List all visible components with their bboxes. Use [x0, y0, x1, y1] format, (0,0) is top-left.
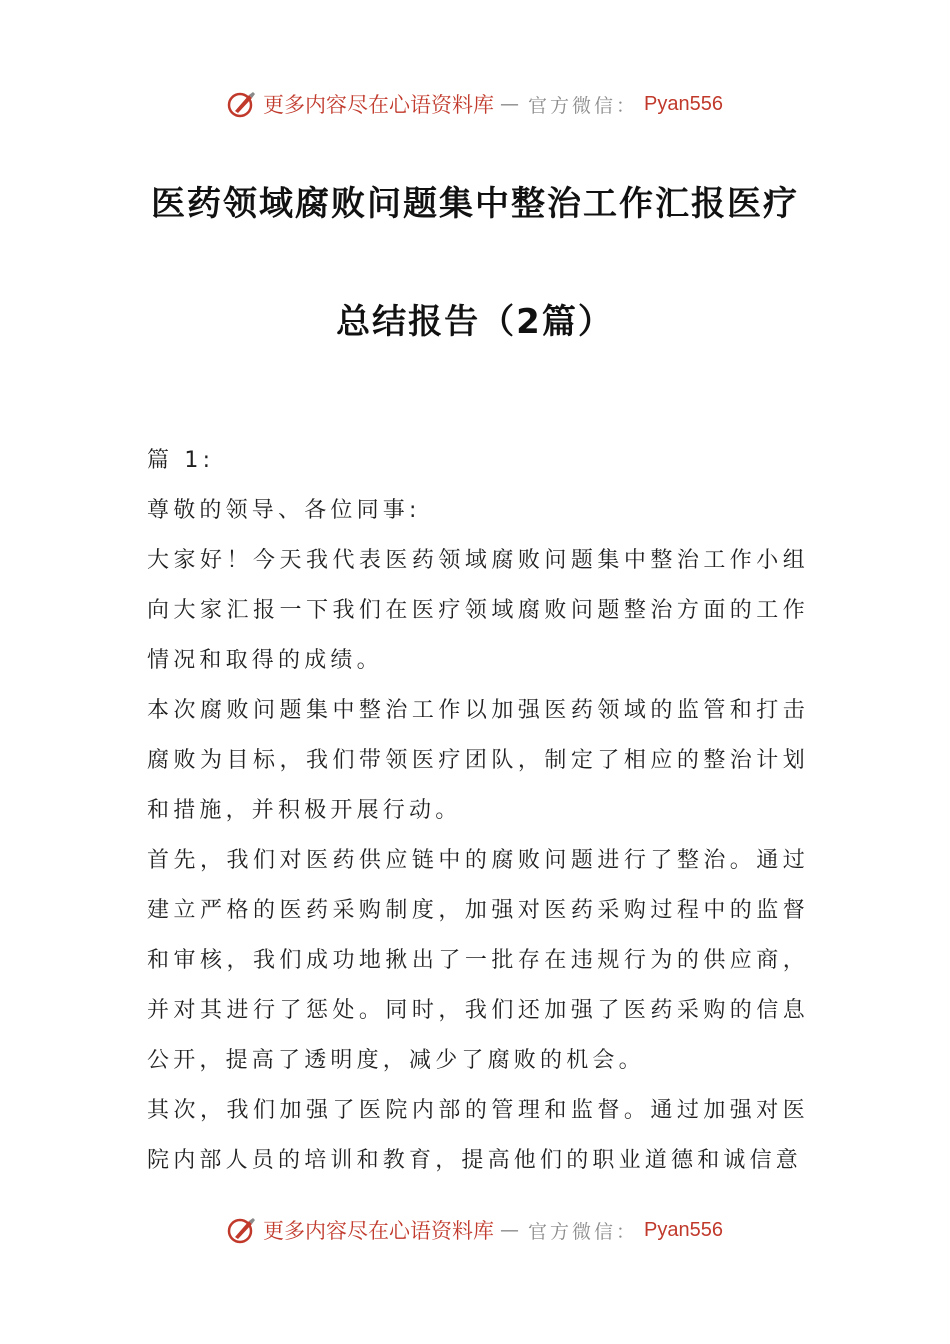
watermark-dash: —	[500, 93, 522, 115]
watermark-dash: —	[500, 1219, 522, 1241]
salutation: 尊敬的领导、各位同事:	[147, 498, 421, 523]
watermark-wechat-id: Pyan556	[644, 92, 723, 115]
document-title-line-1: 医药领域腐败问题集中整治工作汇报医疗	[151, 184, 799, 224]
document-body	[147, 436, 809, 1186]
paragraph: 大家好！今天我代表医药领域腐败问题集中整治工作小组向大家汇报一下我们在医疗领域腐败问题整治方面的工作情况和取得的成绩。	[147, 548, 809, 673]
paragraph: 首先，我们对医药供应链中的腐败问题进行了整治。通过建立严格的医药采购制度，加强对医药采购过程中的监督和审核，我们成功地揪出了一批存在违规行为的供应商，并对其进行了惩处。同时，我们还加强了医药采购的信息公开，提高了透明度，减少了腐败的机会。	[147, 848, 809, 1073]
watermark-main-text: 更多内容尽在心语资料库	[263, 1219, 494, 1243]
watermark-main-text: 更多内容尽在心语资料库	[263, 93, 494, 117]
watermark-label: 官方微信：	[528, 94, 639, 117]
pen-circle-logo-icon	[227, 1215, 257, 1245]
watermark-label: 官方微信：	[528, 1220, 639, 1243]
footer-watermark	[0, 1210, 950, 1250]
header-watermark	[0, 84, 950, 124]
section-label: 篇 1:	[147, 448, 215, 473]
paragraph: 其次，我们加强了医院内部的管理和监督。通过加强对医院内部人员的培训和教育，提高他们的职业道德和诚信意	[147, 1098, 809, 1173]
watermark-wechat-id: Pyan556	[644, 1218, 723, 1241]
pen-circle-logo-icon	[227, 89, 257, 119]
paragraph: 本次腐败问题集中整治工作以加强医药领域的监管和打击腐败为目标，我们带领医疗团队，制定了相应的整治计划和措施，并积极开展行动。	[147, 698, 809, 823]
document-title-line-2: 总结报告（2篇）	[336, 302, 614, 342]
